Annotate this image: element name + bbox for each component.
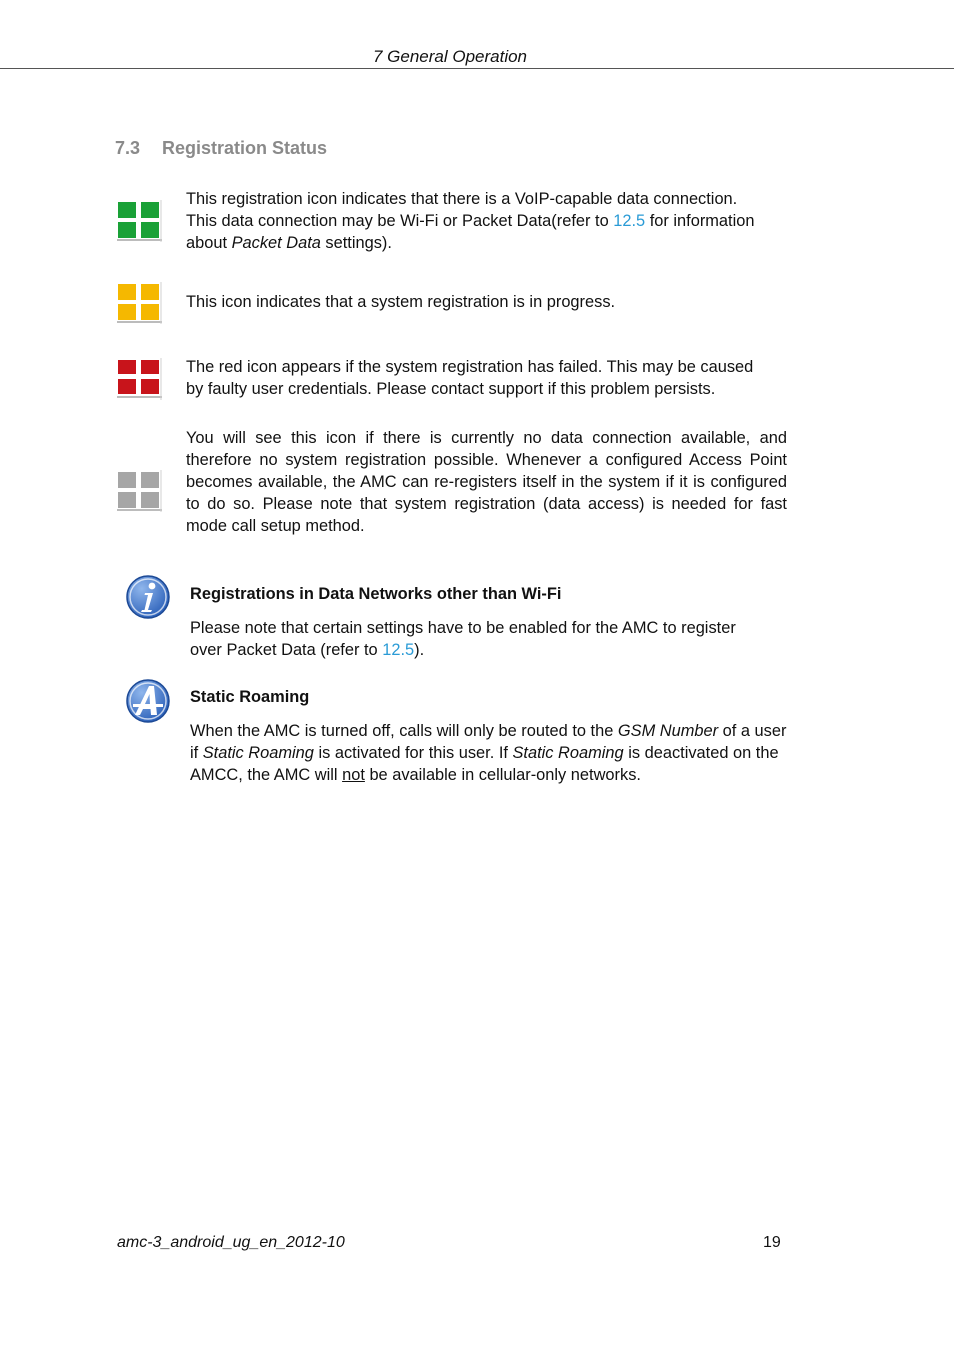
icon-cell	[118, 379, 136, 394]
icon-cell	[118, 202, 136, 218]
section-title: Registration Status	[162, 138, 328, 158]
status-description-gray: You will see this icon if there is currently no data connection available, and therefore no system registration possible. Whenever a configured Access Point becomes available, the AMC can re-registers itself in the system if it is configured to do so. Please note that system registration (data access) is needed for fast mode call setup method.	[186, 429, 787, 535]
icon-cell	[141, 284, 159, 300]
icon-cell	[141, 202, 159, 218]
section-heading	[115, 138, 327, 159]
note-title-data-networks: Registrations in Data Networks other than Wi-Fi	[190, 585, 562, 603]
note-body-data-networks: Please note that certain settings have to be enabled for the AMC to register over Packet Data (refer to 12.5).	[190, 619, 736, 659]
note-body-static-roaming: When the AMC is turned off, calls will only be routed to the GSM Number of a user if Static Roaming is activated for this user. If Static Roaming is deactivated on the AMCC, the AMC will not be available in cellular-only networks.	[190, 722, 787, 784]
header-divider	[0, 68, 954, 69]
icon-cell	[118, 304, 136, 320]
icon-cell	[141, 379, 159, 394]
section-link[interactable]: 12.5	[613, 212, 646, 230]
footer-page-number: 19	[763, 1234, 781, 1251]
icon-cell	[118, 360, 136, 374]
icon-cell	[141, 492, 159, 508]
status-description-red: The red icon appears if the system registration has failed. This may be caused by faulty user credentials. Please contact support if this problem persists.	[186, 358, 754, 398]
green-registration-icon	[117, 200, 162, 242]
section-number: 7.3	[115, 138, 141, 158]
icon-cell	[141, 304, 159, 320]
status-description-yellow: This icon indicates that a system registration is in progress.	[186, 293, 616, 311]
gray-registration-icon	[117, 470, 162, 512]
icon-cell	[118, 284, 136, 300]
yellow-registration-icon	[117, 282, 162, 324]
icon-cell	[141, 472, 159, 488]
attention-icon	[125, 678, 171, 724]
icon-cell	[141, 222, 159, 238]
section-link[interactable]: 12.5	[382, 641, 415, 659]
icon-cell	[141, 360, 159, 374]
icon-cell	[118, 222, 136, 238]
running-header: 7 General Operation	[372, 47, 528, 66]
status-description-green: This registration icon indicates that there is a VoIP-capable data connection. This data connection may be Wi-Fi or Packet Data(refer to 12.5 for information about Packet Data settings).	[186, 190, 755, 252]
note-title-static-roaming: Static Roaming	[190, 688, 310, 706]
red-registration-icon	[117, 358, 162, 400]
icon-cell	[118, 492, 136, 508]
info-icon	[125, 574, 171, 620]
icon-cell	[118, 472, 136, 488]
footer-document-id: amc-3_android_ug_en_2012-10	[117, 1234, 345, 1251]
